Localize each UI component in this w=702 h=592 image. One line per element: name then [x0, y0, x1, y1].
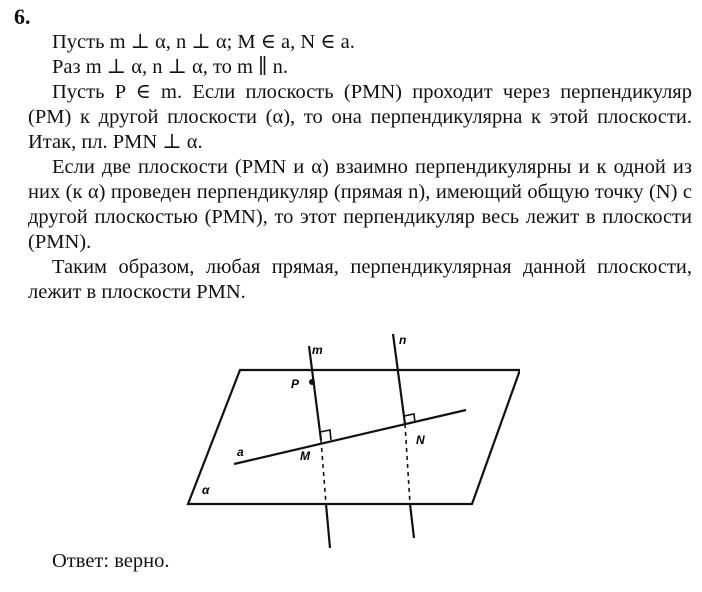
paragraph-2: Раз m ⊥ α, n ⊥ α, то m ∥ n.: [52, 56, 289, 78]
line-m-hidden: [321, 440, 326, 504]
label-a: a: [237, 445, 244, 459]
line-a: [234, 410, 466, 464]
line-n-below: [410, 504, 414, 538]
paragraph-5: Таким образом, любая прямая, перпендикулярная данной плоскости, лежит в плоскости PMN.: [28, 256, 692, 303]
label-m: m: [312, 343, 323, 357]
answer-text: Ответ: верно.: [52, 550, 170, 572]
label-alpha: α: [202, 483, 210, 497]
label-p: P: [291, 377, 300, 391]
problem-number: 6.: [14, 4, 31, 29]
line-n-above: [393, 334, 405, 424]
line-m-above: [309, 346, 321, 440]
paragraph-3: Пусть P ∈ m. Если плоскость (PMN) проходит через перпендикуляр (PM) к другой плоскости (α), то она перпендикулярна к этой плоскости. Итак, пл. PMN ⊥ α.: [28, 81, 692, 153]
label-n-point: N: [416, 433, 425, 447]
point-p: [309, 379, 315, 385]
line-n-hidden: [405, 424, 410, 504]
label-m-point: M: [300, 449, 310, 463]
paragraph-4: Если две плоскости (PMN и α) взаимно перпендикулярны и к одной из них (к α) проведен перпендикуляр (прямая n), имеющий общую точку (N) с другой плоскостью (PMN), то этот перпендикуляр весь лежит в плоскости (PMN).: [28, 156, 692, 253]
label-n: n: [399, 333, 407, 347]
paragraph-1: Пусть m ⊥ α, n ⊥ α; M ∈ a, N ∈ a.: [52, 31, 355, 53]
line-m-below: [326, 504, 330, 548]
geometry-diagram: [180, 332, 520, 552]
solution-text: [28, 30, 692, 305]
